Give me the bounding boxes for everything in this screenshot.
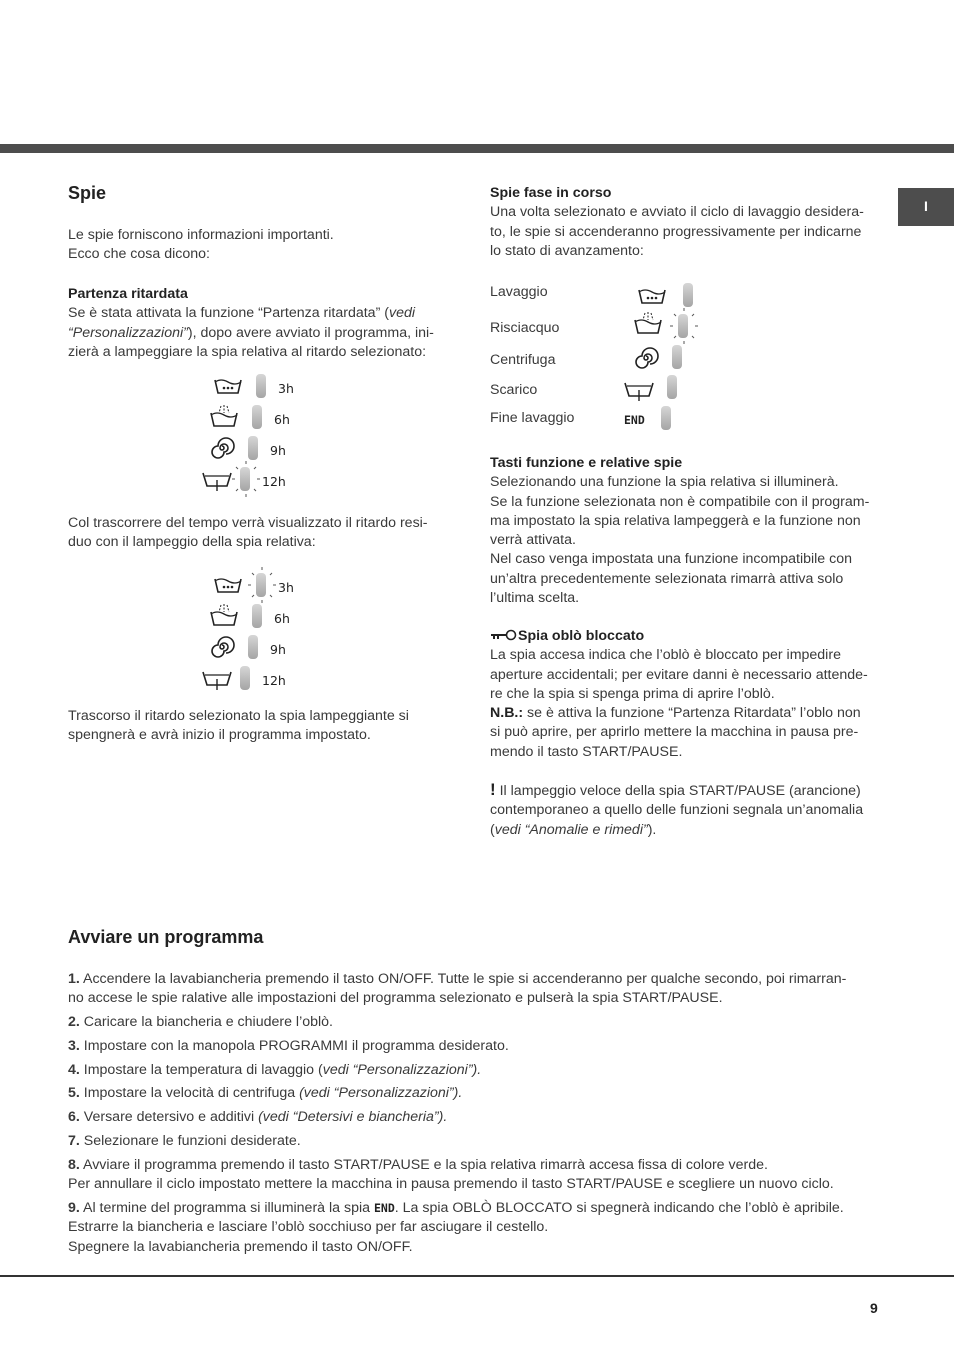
fase-heading: Spie fase in corso	[490, 185, 612, 201]
drain-icon	[624, 379, 656, 401]
rinse-icon	[210, 405, 240, 429]
blink-rays-icon	[232, 461, 260, 497]
spin-icon	[210, 635, 234, 659]
list-item: 8. Avviare il programma premendo il tasto START/PAUSE e la spia relativa rimarrà accesa fissa di colore verde. Per annullare il ciclo impostato mettere la macchina in pausa premendo il tasto START/PAUSE e scegliere un nuovo ciclo.	[68, 1156, 834, 1193]
language-tab: I	[898, 188, 954, 226]
end-indicator-label: END	[373, 1200, 395, 1215]
list-item: 2. Caricare la biancheria e chiudere l’oblò.	[68, 1014, 333, 1031]
phase-label: Risciacquo	[490, 320, 560, 336]
delay-indicator-group-1	[200, 372, 320, 500]
oblo-heading-row	[490, 627, 890, 646]
partenza-section	[68, 285, 453, 362]
intro-line: Le spie forniscono informazioni importanti.	[68, 227, 334, 243]
led-off	[252, 604, 262, 628]
delay-label: 12h	[262, 673, 286, 688]
key-icon	[490, 629, 518, 641]
trascorrere-text: Col trascorrere del tempo verrà visualizzato il ritardo resi- duo con il lampeggio della spia relativa:	[68, 515, 428, 551]
nb-label: N.B.:	[490, 705, 524, 722]
delay-label: 3h	[278, 580, 294, 595]
steps-list	[68, 970, 888, 1257]
spie-title: Spie	[68, 183, 107, 203]
partenza-text: “Personalizzazioni”), dopo avere avviato il programma, ini-	[68, 324, 434, 341]
wash-icon	[214, 376, 244, 396]
wash-icon	[214, 575, 244, 595]
footer-rule	[0, 1275, 954, 1277]
rinse-icon	[634, 312, 664, 336]
intro-line: Ecco che cosa dicono:	[68, 246, 210, 263]
partenza-text: zierà a lampeggiare la spia relativa al ritardo selezionato:	[68, 343, 427, 360]
phase-label: Centrifuga	[490, 352, 556, 368]
led-off	[672, 345, 682, 369]
delay-label: 9h	[270, 642, 286, 657]
end-indicator-label: END	[624, 413, 645, 427]
oblo-section: Spia oblò bloccato La spia accesa indica che l’oblò è bloccato per impedire aperture accidentali; per evitare danni è necessario attende- re che la spia si spenga prima di aprire l’oblò. N.B.: se è attiva la funzione “Partenza Ritardata” l’oblo non si può aprire, per aprirlo mettere la macchina in pausa pre- mendo il tasto START/PAUSE.	[490, 627, 890, 762]
partenza-heading: Partenza ritardata	[68, 286, 188, 302]
list-item: 5. Impostare la velocità di centrifuga (vedi “Personalizzazioni”).	[68, 1085, 463, 1102]
tasti-section: Tasti funzione e relative spie Selezionando una funzione la spia relativa si illuminerà. Se la funzione selezionata non è compatibile con il program- ma impostato la spia relativa lampeggerà e la funzione non verrà attivata. Nel caso venga impostata una funzione incompatibile con un’altra precedentemente selezionata rimarrà attiva solo l’ultima scelta.	[490, 454, 890, 608]
phase-label: Scarico	[490, 382, 538, 398]
partenza-text: Se è stata attivata la funzione “Partenza ritardata” (vedi	[68, 305, 415, 322]
final-text: Trascorso il ritardo selezionato la spia lampeggiante si spengnerà e avrà inizio il programma impostato.	[68, 708, 409, 744]
oblo-heading: Spia oblò bloccato	[518, 628, 645, 644]
spin-icon	[210, 436, 234, 460]
rinse-icon	[210, 604, 240, 628]
delay-label: 6h	[274, 611, 290, 626]
phase-indicators	[490, 280, 710, 430]
led-off	[661, 406, 671, 430]
delay-label: 6h	[274, 412, 290, 427]
spie-intro	[68, 226, 448, 265]
list-item: 3. Impostare con la manopola PROGRAMMI il programma desiderato.	[68, 1037, 509, 1054]
led-off	[667, 375, 677, 399]
led-off	[240, 666, 250, 690]
phase-label: Lavaggio	[490, 284, 548, 300]
fase-text: Una volta selezionato e avviato il ciclo di lavaggio desidera-	[490, 204, 864, 221]
warning-section: ! Il lampeggio veloce della spia START/PAUSE (arancione) contemporaneo a quello delle funzioni segnala un’anomalia (vedi “Anomalie e rimedi”).	[490, 780, 864, 838]
fase-text: lo stato di avanzamento:	[490, 242, 644, 259]
spin-icon	[634, 346, 658, 370]
top-header-bar	[0, 144, 954, 153]
led-off	[248, 635, 258, 659]
tasti-heading: Tasti funzione e relative spie	[490, 455, 683, 471]
fase-text: to, le spie si accenderanno progressivamente per indicarne	[490, 223, 862, 240]
blink-rays-icon	[670, 308, 698, 344]
phase-label: Fine lavaggio	[490, 410, 575, 426]
list-item: 1. Accendere la lavabiancheria premendo il tasto ON/OFF. Tutte le spie si accenderanno per qualche secondo, poi rimarran- no accese le spie ralative alle impostazioni del programma selezionato e pulserà la spia START/PAUSE.	[68, 971, 847, 1007]
blink-rays-icon	[248, 567, 276, 603]
page-number: 9	[870, 1300, 878, 1316]
delay-label: 3h	[278, 381, 294, 396]
avviare-title: Avviare un programma	[68, 927, 264, 947]
list-item: 6. Versare detersivo e additivi (vedi “Detersivi e biancheria”).	[68, 1109, 448, 1126]
led-off	[248, 436, 258, 460]
warning-icon: !	[490, 780, 496, 799]
fase-section	[490, 184, 890, 261]
list-item: 4. Impostare la temperatura di lavaggio (vedi “Personalizzazioni”).	[68, 1061, 482, 1078]
list-item: 7. Selezionare le funzioni desiderate.	[68, 1133, 301, 1150]
led-on	[683, 283, 693, 307]
list-item: 9. Al termine del programma si illuminerà la spia END. La spia OBLÒ BLOCCATO si spegnerà indicando che l’oblò è apribile. Estrarre la biancheria e lasciare l’oblò socchiuso per far asciugare il cestello. Spegnere la lavabiancheria premendo il tasto ON/OFF.	[68, 1199, 844, 1255]
delay-label: 12h	[262, 474, 286, 489]
led-off	[252, 405, 262, 429]
delay-indicator-group-2	[200, 571, 320, 699]
led-off	[256, 374, 266, 398]
wash-icon	[638, 286, 668, 306]
delay-label: 9h	[270, 443, 286, 458]
drain-icon	[202, 469, 234, 491]
drain-icon	[202, 668, 234, 690]
